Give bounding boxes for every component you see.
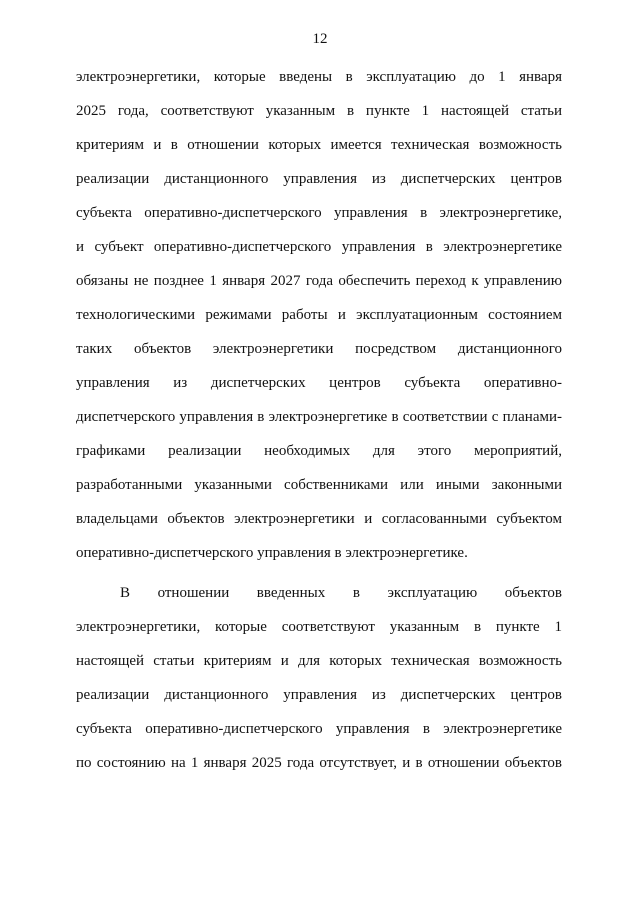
text-line: реализации дистанционного управления из диспетчерских центров bbox=[76, 687, 562, 703]
text-line: реализации дистанционного управления из диспетчерских центров bbox=[76, 171, 562, 187]
text-line: владельцами объектов электроэнергетики и согласованными субъектом bbox=[76, 511, 562, 527]
text-line: управления из диспетчерских центров субъекта оперативно- bbox=[76, 375, 562, 391]
text-line: разработанными указанными собственниками или иными законными bbox=[76, 477, 562, 493]
text-line: технологическими режимами работы и эксплуатационным состоянием bbox=[76, 307, 562, 323]
text-line: субъекта оперативно-диспетчерского управления в электроэнергетике bbox=[76, 721, 562, 737]
text-line: В отношении введенных в эксплуатацию объектов bbox=[120, 585, 562, 601]
text-line: и субъект оперативно-диспетчерского управления в электроэнергетике bbox=[76, 239, 562, 255]
text-line: обязаны не позднее 1 января 2027 года обеспечить переход к управлению bbox=[76, 273, 562, 289]
text-line: по состоянию на 1 января 2025 года отсутствует, и в отношении объектов bbox=[76, 755, 562, 771]
text-line: диспетчерского управления в электроэнергетике в соответствии с планами- bbox=[76, 409, 562, 425]
text-line: критериям и в отношении которых имеется техническая возможность bbox=[76, 137, 562, 153]
page-number: 12 bbox=[312, 31, 328, 47]
text-line: электроэнергетики, которые введены в эксплуатацию до 1 января bbox=[76, 69, 562, 85]
text-line: таких объектов электроэнергетики посредством дистанционного bbox=[76, 341, 562, 357]
text-line: настоящей статьи критериям и для которых техническая возможность bbox=[76, 653, 562, 669]
text-line: 2025 года, соответствуют указанным в пункте 1 настоящей статьи bbox=[76, 103, 562, 119]
text-line: субъекта оперативно-диспетчерского управления в электроэнергетике, bbox=[76, 205, 562, 221]
text-line: оперативно-диспетчерского управления в электроэнергетике. bbox=[76, 545, 468, 561]
paragraph-2 bbox=[76, 584, 562, 788]
text-line: электроэнергетики, которые соответствуют указанным в пункте 1 bbox=[76, 619, 562, 635]
paragraph-1 bbox=[76, 68, 562, 578]
text-line: графиками реализации необходимых для этого мероприятий, bbox=[76, 443, 562, 459]
